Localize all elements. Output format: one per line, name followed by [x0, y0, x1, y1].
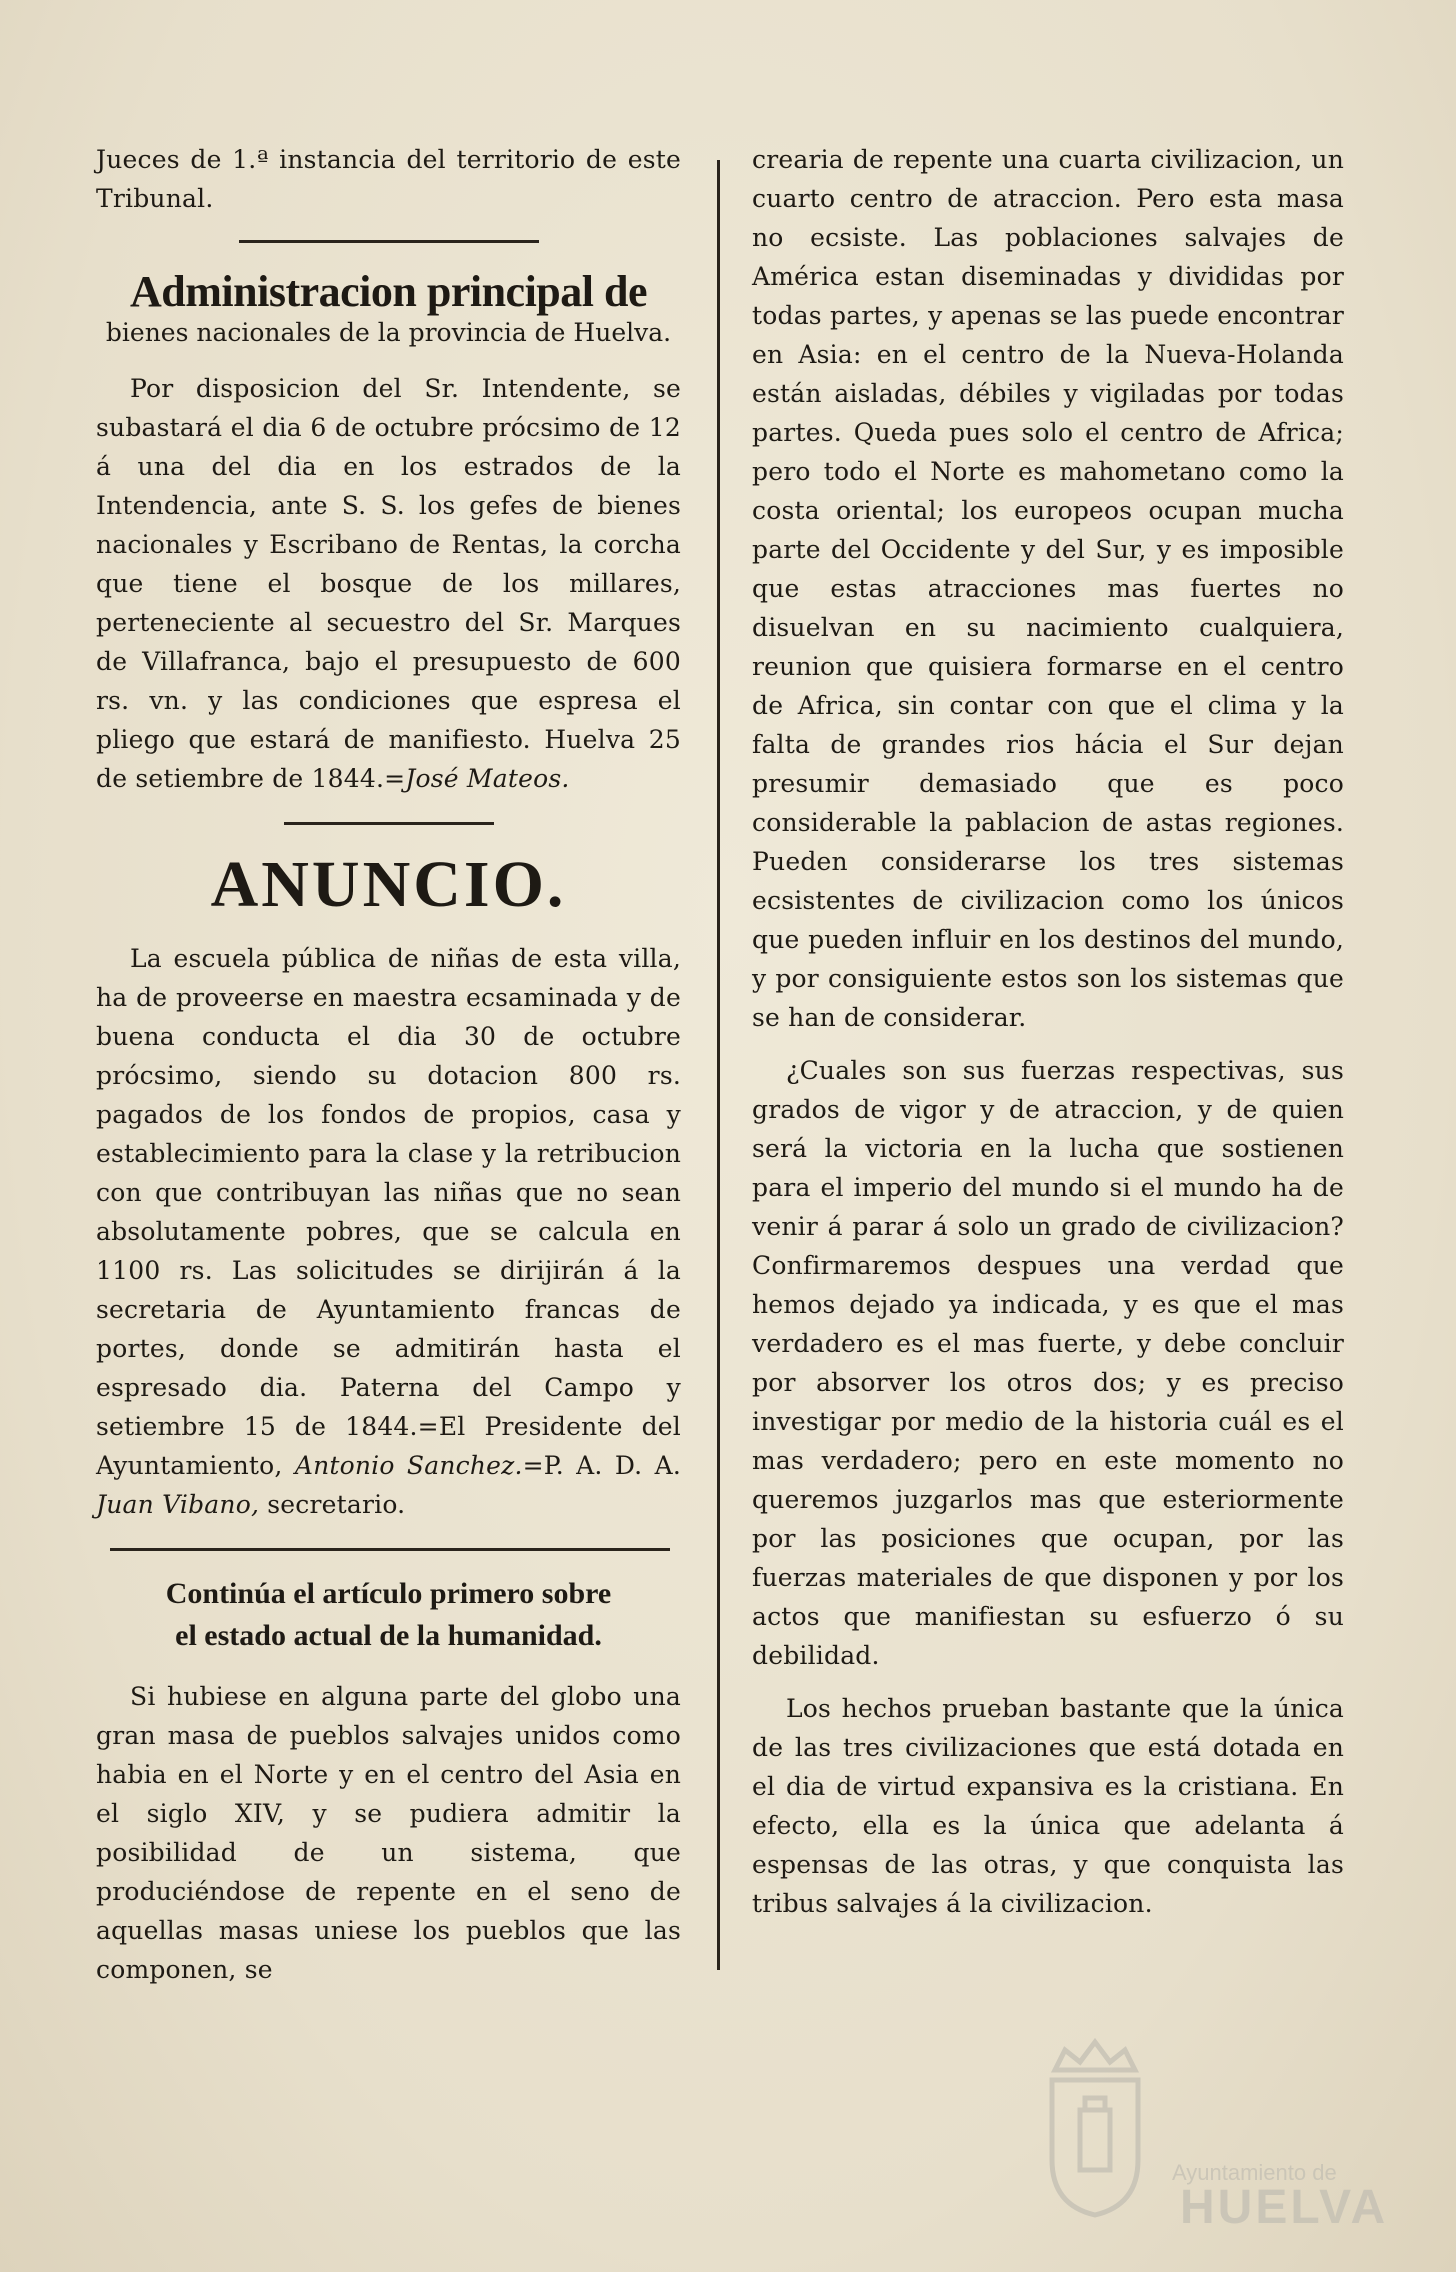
city-shield-icon: [1040, 2030, 1150, 2220]
anuncio-notice-text: La escuela pública de niñas de esta villa, ha de proveerse en maestra ecsaminada y de buena conducta el dia 30 de octubre prócsimo, siendo su dotacion 800 rs. pagados de los fondos de propios, casa y establecimiento para la clase y la retribucion con que contribuyan las niñas que no sean absolutamente pobres, que se calcula en 1100 rs. Las solicitudes se dirijirán á la secretaria de Ayuntamiento francas de portes, donde se admitirán hasta el espresado dia. Paterna del Campo y setiembre 15 de 1844.=El Presidente del Ayuntamiento,: [96, 944, 681, 1480]
article-heading-line-1: Continúa el artículo primero sobre: [165, 1577, 612, 1610]
admin-notice-text: Por disposicion del Sr. Intendente, se subastará el dia 6 de octubre prócsimo de 12 á una del dia en los estrados de la Intendencia, ante S. S. los gefes de bienes nacionales y Escribano de Rentas, la corcha que tiene el bosque de los millares, perteneciente al secuestro del Sr. Marques de Villafranca, bajo el presupuesto de 600 rs. vn. y las condiciones que espresa el pliego que estará de manifiesto. Huelva 25 de setiembre de 1844.=: [96, 374, 681, 793]
article-heading-line-2: el estado actual de la humanidad.: [175, 1619, 602, 1652]
left-column: [96, 140, 681, 1989]
anuncio-heading: ANUNCIO.: [210, 848, 567, 921]
admin-heading: Administracion principal de: [130, 267, 647, 316]
intro-text: Jueces de 1.ª instancia del territorio de este Tribunal.: [96, 145, 681, 213]
article-paragraph-2: crearia de repente una cuarta civilizacion, un cuarto centro de atraccion. Pero esta masa no ecsiste. Las poblaciones salvajes de América estan diseminadas y divididas por todas partes, y apenas se las puede encontrar en Asia: en el centro de la Nueva-Holanda están aisladas, débiles y vigiladas por todas partes. Queda pues solo el centro de Africa; pero todo el Norte es mahometano como la costa oriental; los europeos ocupan mucha parte del Occidente y del Sur, y es imposible que estas atracciones mas fuertes no disuelvan en su nacimiento cualquiera, reunion que quisiera formarse en el centro de Africa, sin contar con que el clima y la falta de grandes rios hácia el Sur dejan presumir demasiado que es poco considerable la pablacion de astas regiones. Pueden considerarse los tres sistemas ecsistentes de civilizacion como los únicos que pueden influir en los destinos del mundo, y por consiguiente estos son los sistemas que se han de considerar.: [752, 145, 1344, 1032]
article-paragraph-3: ¿Cuales son sus fuerzas respectivas, sus grados de vigor y de atraccion, y de quien será la victoria en la lucha que sostienen para el imperio del mundo si el mundo ha de venir á parar á solo un grado de civilizacion? Confirmaremos despues una verdad que hemos dejado ya indicada, y es que el mas verdadero es el mas fuerte, y debe concluir por absorver los otros dos; y es preciso investigar por medio de la historia cuál es el mas verdadero; pero en este momento no queremos juzgarlos mas que esteriormente por las posiciones que ocupan, por las fuerzas materiales de que disponen y por los actos que manifiestan su esfuerzo ó su debilidad.: [752, 1056, 1344, 1670]
anuncio-notice: [96, 939, 681, 1524]
admin-notice: [96, 369, 681, 798]
right-column: [752, 140, 1344, 1923]
section-divider: [239, 240, 539, 243]
article-paragraph-4: Los hechos prueban bastante que la única de las tres civilizaciones que está dotada en el dia de virtud expansiva es la cristiana. En efecto, ella es la única que adelanta á espensas de las otras, y que conquista las tribus salvajes á la civilizacion.: [752, 1694, 1344, 1918]
article-paragraph-1: Si hubiese en alguna parte del globo una gran masa de pueblos salvajes unidos como habia en el Norte y en el centro del Asia en el siglo XIV, y se pudiera admitir la posibilidad de un sistema, que produciéndose de repente en el seno de aquellas masas uniese los pueblos que las componen, se: [96, 1682, 681, 1984]
anuncio-signature-mid: =P. A. D. A.: [522, 1451, 681, 1480]
anuncio-signature-secretary: Juan Vibano,: [96, 1490, 260, 1519]
section-divider: [110, 1548, 670, 1551]
admin-subheading: bienes nacionales de la provincia de Huelva.: [105, 318, 672, 347]
watermark-line-2: HUELVA: [1180, 2181, 1389, 2234]
anuncio-signature-president: Antonio Sanchez.: [294, 1451, 523, 1480]
archive-watermark: [1040, 2030, 1400, 2234]
article-heading: [96, 1573, 681, 1657]
column-divider: [717, 160, 720, 1970]
section-divider: [284, 822, 494, 825]
admin-signature: José Mateos.: [405, 764, 570, 793]
anuncio-signature-role: secretario.: [267, 1490, 406, 1519]
watermark-line-1: Ayuntamiento de: [1172, 2160, 1337, 2185]
